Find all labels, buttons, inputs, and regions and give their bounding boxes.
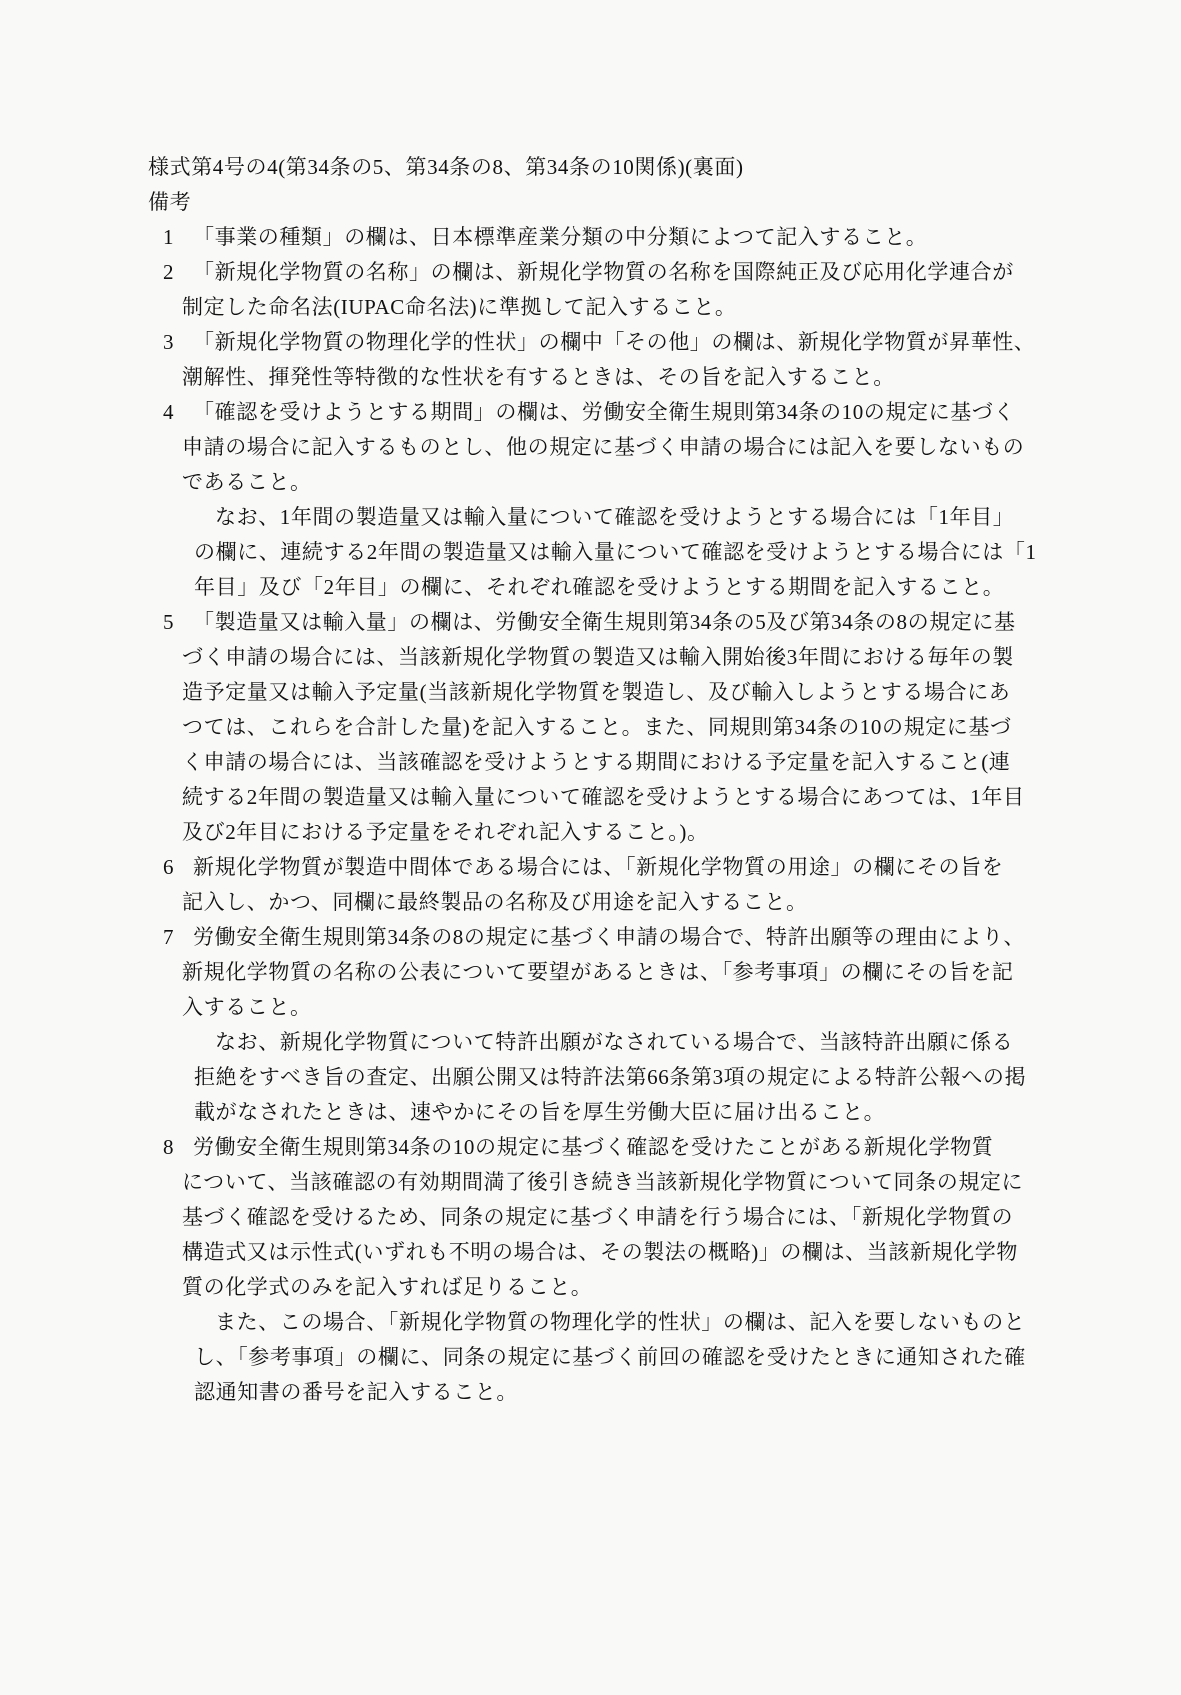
note-line: づく申請の場合には、当該新規化学物質の製造又は輸入開始後3年間における毎年の製 [182, 645, 1014, 669]
note-line: 載がなされたときは、速やかにその旨を厚生労働大臣に届け出ること。 [194, 1100, 886, 1124]
note-number: 8 [163, 1135, 174, 1159]
note-number: 6 [163, 855, 174, 879]
note-number: 5 [163, 610, 174, 634]
note-line: であること。 [182, 470, 312, 494]
note-line: また、この場合、「新規化学物質の物理化学的性状」の欄は、記入を要しないものと [215, 1310, 1026, 1334]
note-line: し、「参考事項」の欄に、同条の規定に基づく前回の確認を受けたときに通知された確 [194, 1345, 1026, 1369]
note-line: 構造式又は示性式(いずれも不明の場合は、その製法の概略)」の欄は、当該新規化学物 [182, 1240, 1018, 1264]
note-line: なお、新規化学物質について特許出願がなされている場合で、当該特許出願に係る [215, 1030, 1014, 1054]
form-title: 様式第4号の4(第34条の5、第34条の8、第34条の10関係)(裏面) [148, 155, 744, 179]
note-line: 潮解性、揮発性等特徴的な性状を有するときは、その旨を記入すること。 [182, 365, 895, 389]
note-item-line [148, 850, 1126, 885]
note-item-line [148, 395, 1126, 430]
note-text: 「新規化学物質の物理化学的性状」の欄中「その他」の欄は、新規化学物質が昇華性、 [193, 330, 1036, 354]
note-line: 拒絶をすべき旨の査定、出願公開又は特許法第66条第3項の規定による特許公報への掲 [194, 1065, 1027, 1089]
note-text: 新規化学物質が製造中間体である場合には、「新規化学物質の用途」の欄にその旨を [193, 855, 1004, 879]
note-line: 続する2年間の製造量又は輸入量について確認を受けようとする場合にあつては、1年目 [182, 785, 1025, 809]
note-item-line [148, 325, 1126, 360]
note-item-line [148, 220, 1126, 255]
note-line: つては、これらを合計した量)を記入すること。また、同規則第34条の10の規定に基づ [182, 715, 1012, 739]
note-line: 記入し、かつ、同欄に最終製品の名称及び用途を記入すること。 [182, 890, 808, 914]
note-text: 「製造量又は輸入量」の欄は、労働安全衛生規則第34条の5及び第34条の8の規定に基 [193, 610, 1016, 634]
note-line: なお、1年間の製造量又は輸入量について確認を受けようとする場合には「1年目」 [215, 505, 1015, 529]
note-item-line [148, 920, 1126, 955]
note-number: 2 [163, 260, 174, 284]
remarks-label: 備考 [148, 190, 192, 214]
note-line: 基づく確認を受けるため、同条の規定に基づく申請を行う場合には、「新規化学物質の [182, 1205, 1014, 1229]
note-line: く申請の場合には、当該確認を受けようとする期間における予定量を記入すること(連 [182, 750, 1011, 774]
note-line: 質の化学式のみを記入すれば足りること。 [182, 1275, 593, 1299]
note-number: 3 [163, 330, 174, 354]
note-line: 造予定量又は輸入予定量(当該新規化学物質を製造し、及び輸入しようとする場合にあ [182, 680, 1011, 704]
note-line: 入すること。 [182, 995, 312, 1019]
note-line: 制定した命名法(IUPAC命名法)に準拠して記入すること。 [182, 295, 737, 319]
note-number: 7 [163, 925, 174, 949]
note-text: 労働安全衛生規則第34条の8の規定に基づく申請の場合で、特許出願等の理由により、 [193, 925, 1026, 949]
note-item-line [148, 255, 1126, 290]
note-number: 4 [163, 400, 174, 424]
note-item-line [148, 605, 1126, 640]
note-line: 及び2年目における予定量をそれぞれ記入すること。)。 [182, 820, 709, 844]
note-line: について、当該確認の有効期間満了後引き続き当該新規化学物質について同条の規定に [182, 1170, 1024, 1194]
note-line: 認通知書の番号を記入すること。 [194, 1380, 518, 1404]
remarks-notes [148, 220, 1126, 1410]
note-text: 「確認を受けようとする期間」の欄は、労働安全衛生規則第34条の10の規定に基づく [193, 400, 1015, 424]
note-line: 年目」及び「2年目」の欄に、それぞれ確認を受けようとする期間を記入すること。 [194, 575, 1005, 599]
note-line: 申請の場合に記入するものとし、他の規定に基づく申請の場合には記入を要しないもの [182, 435, 1025, 459]
note-text: 労働安全衛生規則第34条の10の規定に基づく確認を受けたことがある新規化学物質 [193, 1135, 994, 1159]
note-line: の欄に、連続する2年間の製造量又は輸入量について確認を受けようとする場合には「1 [194, 540, 1037, 564]
note-item-line [148, 1130, 1126, 1165]
note-text: 「事業の種類」の欄は、日本標準産業分類の中分類によつて記入すること。 [193, 225, 928, 249]
note-line: 新規化学物質の名称の公表について要望があるときは、「参考事項」の欄にその旨を記 [182, 960, 1014, 984]
note-number: 1 [163, 225, 174, 249]
note-text: 「新規化学物質の名称」の欄は、新規化学物質の名称を国際純正及び応用化学連合が [193, 260, 1014, 284]
